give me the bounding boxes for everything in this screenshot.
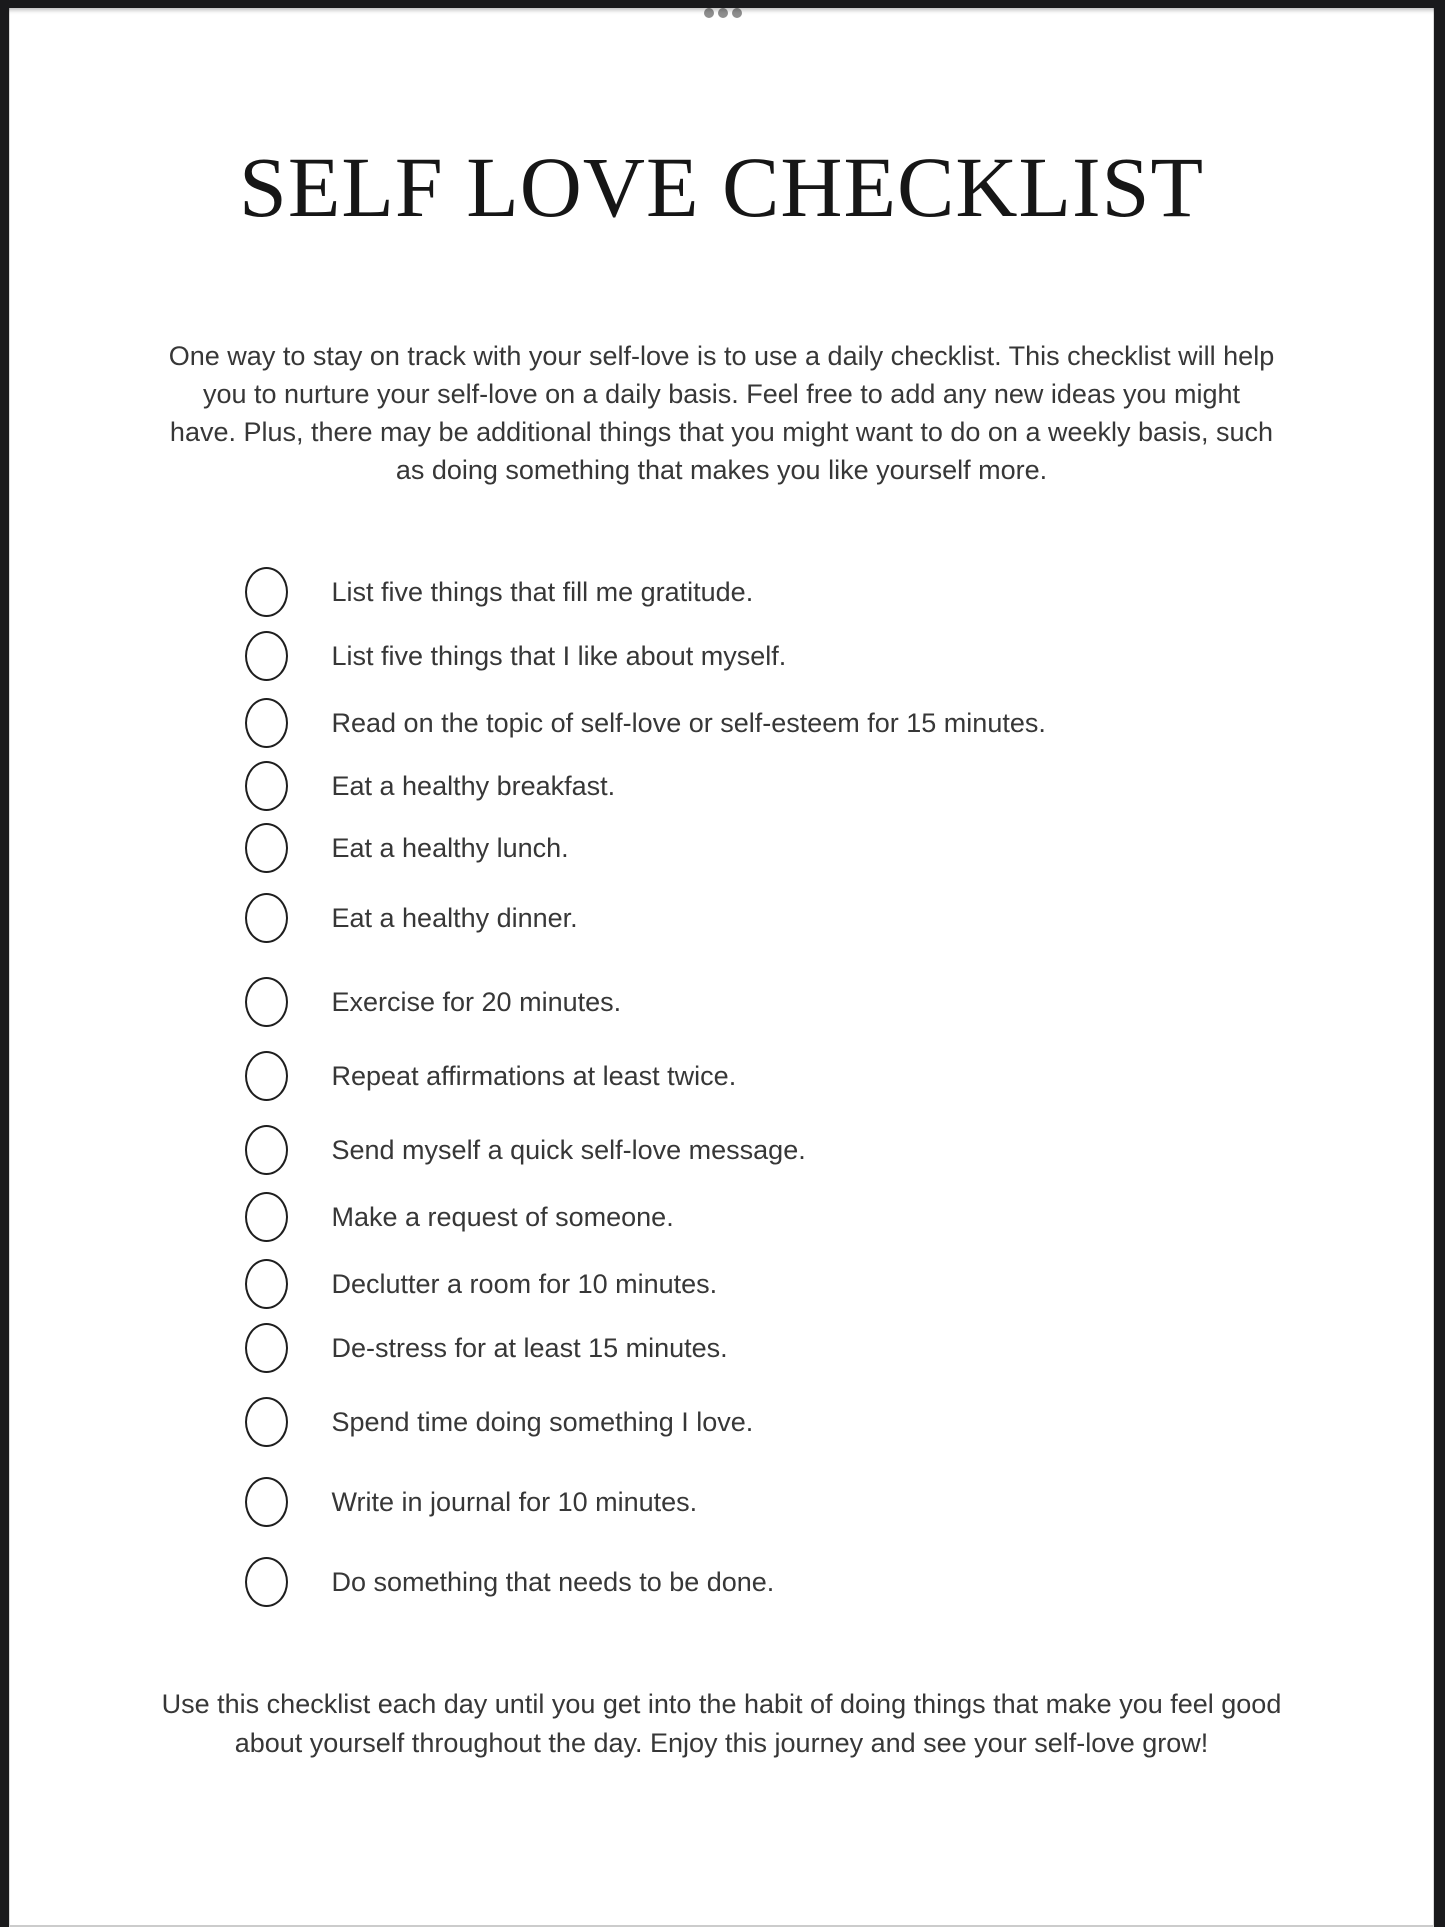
- checklist-item-label: Eat a healthy dinner.: [331, 902, 578, 933]
- window-right-bar: [1434, 0, 1445, 1927]
- checklist-item: [142, 631, 1302, 681]
- checklist-item: [142, 761, 1302, 811]
- checklist-item: [142, 1125, 1302, 1175]
- checkbox-circle[interactable]: [245, 1192, 288, 1242]
- handle-dot-icon: [732, 8, 742, 18]
- checkbox-circle[interactable]: [245, 761, 288, 811]
- window-top-bar: [0, 0, 1445, 8]
- handle-dot-icon: [704, 8, 714, 18]
- checklist-item: [142, 1397, 1302, 1447]
- window-left-bar: [0, 0, 9, 1927]
- checklist-item: [142, 1557, 1302, 1607]
- checklist-item-label: Declutter a room for 10 minutes.: [331, 1268, 718, 1299]
- intro-paragraph: One way to stay on track with your self-love is to use a daily checklist. This checklist will help you to nurture your self-love on a daily basis. Feel free to add any new ideas you might have. Plus, there may be additional things that you might want to do on a weekly basis, such as doing something that makes you like yourself more.: [168, 341, 1275, 485]
- checkbox-circle[interactable]: [245, 1051, 288, 1101]
- checklist-item: [142, 698, 1302, 748]
- checkbox-circle[interactable]: [245, 1477, 288, 1527]
- checklist-item-label: Read on the topic of self-love or self-esteem for 15 minutes.: [331, 707, 1046, 738]
- checklist-item-label: Send myself a quick self-love message.: [331, 1134, 806, 1165]
- checklist-item-label: List five things that I like about myself.: [331, 640, 787, 671]
- checklist-item: [142, 1051, 1302, 1101]
- checkbox-circle[interactable]: [245, 1557, 288, 1607]
- checklist-item: [142, 1259, 1302, 1309]
- checkbox-circle[interactable]: [245, 893, 288, 943]
- page-title: SELF LOVE CHECKLIST: [239, 139, 1204, 235]
- document-page: [9, 8, 1434, 1927]
- checkbox-circle[interactable]: [245, 1397, 288, 1447]
- checklist-item: [142, 823, 1302, 873]
- checklist-item-label: Do something that needs to be done.: [331, 1566, 775, 1597]
- checklist-item-label: List five things that fill me gratitude.: [331, 576, 754, 607]
- checklist-item-label: Eat a healthy breakfast.: [331, 770, 616, 801]
- checkbox-circle[interactable]: [245, 698, 288, 748]
- checkbox-circle[interactable]: [245, 567, 288, 617]
- checklist-item-label: Repeat affirmations at least twice.: [331, 1060, 737, 1091]
- checkbox-circle[interactable]: [245, 823, 288, 873]
- checklist-item-label: Exercise for 20 minutes.: [331, 986, 622, 1017]
- checkbox-circle[interactable]: [245, 977, 288, 1027]
- checklist-item-label: Eat a healthy lunch.: [331, 832, 569, 863]
- checkbox-circle[interactable]: [245, 631, 288, 681]
- checkbox-circle[interactable]: [245, 1259, 288, 1309]
- checklist-item: [142, 567, 1302, 617]
- outro-paragraph: Use this checklist each day until you get into the habit of doing things that make you feel good about yourself throughout the day. Enjoy this journey and see your self-love grow!: [161, 1689, 1282, 1758]
- checkbox-circle[interactable]: [245, 1125, 288, 1175]
- checklist: [142, 567, 1302, 1607]
- checklist-item: [142, 977, 1302, 1027]
- checklist-item: [142, 893, 1302, 943]
- checkbox-circle[interactable]: [245, 1323, 288, 1373]
- checklist-item: [142, 1192, 1302, 1242]
- checklist-item-label: Spend time doing something I love.: [331, 1406, 754, 1437]
- checklist-item-label: Write in journal for 10 minutes.: [331, 1486, 698, 1517]
- checklist-item: [142, 1323, 1302, 1373]
- checklist-item: [142, 1477, 1302, 1527]
- handle-dot-icon: [718, 8, 728, 18]
- checklist-item-label: Make a request of someone.: [331, 1201, 674, 1232]
- checklist-item-label: De-stress for at least 15 minutes.: [331, 1332, 728, 1363]
